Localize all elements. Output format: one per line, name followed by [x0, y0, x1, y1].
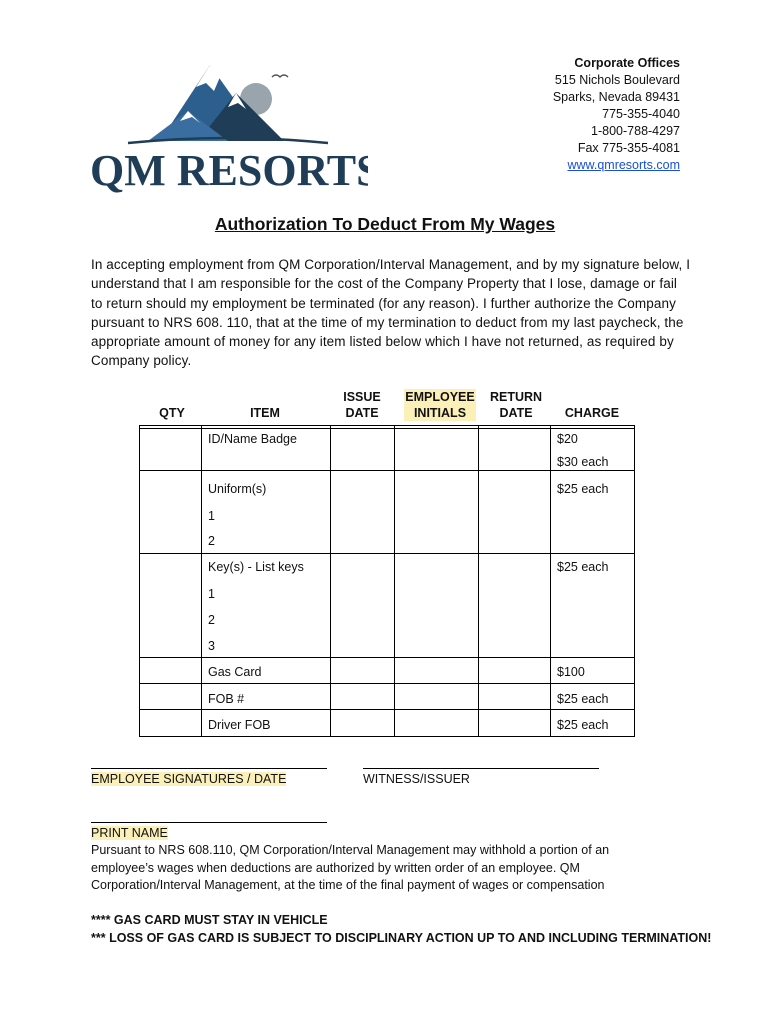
item-key-2: 2	[208, 613, 215, 627]
intro-paragraph: In accepting employment from QM Corporation/Interval Management, and by my signature below, I understand that I am responsible for the cost of the Company Property that I lose, damage or fail to return should my employment be terminated (for any reason). I further authorize the Company pursuant to NRS 608. 110, that at the time of my termination to deduct from my last paycheck, the appropriate amount of money for any item listed below which I have not returned, as required by Company policy.	[91, 257, 691, 369]
website-link[interactable]: www.qmresorts.com	[567, 158, 680, 172]
employee-signature-line[interactable]	[91, 768, 327, 769]
witness-label: WITNESS/ISSUER	[363, 772, 470, 786]
charge-gas-card: $100	[557, 665, 585, 679]
header-return-date: RETURN DATE	[489, 390, 543, 420]
header-issue-date: ISSUE DATE	[343, 390, 381, 420]
company-logo	[88, 55, 368, 195]
fax-number: Fax 775-355-4081	[577, 141, 680, 155]
charge-id-badge-extra: $30 each	[557, 455, 609, 469]
document-title: Authorization To Deduct From My Wages	[214, 214, 556, 234]
phone-tollfree: 1-800-788-4297	[591, 124, 680, 138]
item-driver-fob: Driver FOB	[208, 718, 271, 732]
warning-gas-card-loss: *** LOSS OF GAS CARD IS SUBJECT TO DISCIPLINARY ACTION UP TO AND INCLUDING TERMINATION!	[91, 931, 712, 945]
item-key-3: 3	[208, 639, 215, 653]
header-employee-initials: EMPLOYEE INITIALS	[405, 390, 475, 420]
charge-id-badge: $20	[557, 432, 578, 446]
phone-primary: 775-355-4040	[602, 107, 680, 121]
charge-keys: $25 each	[557, 560, 609, 574]
print-name-label: PRINT NAME	[91, 826, 168, 840]
charge-fob: $25 each	[557, 692, 609, 706]
item-uniform-2: 2	[208, 534, 215, 548]
item-uniforms: Uniform(s)	[208, 482, 267, 496]
witness-signature-line[interactable]	[363, 768, 599, 769]
header-item: ITEM	[250, 406, 280, 420]
address-line1: 515 Nichols Boulevard	[554, 73, 680, 87]
deduction-table	[139, 425, 635, 737]
charge-uniforms: $25 each	[557, 482, 609, 496]
header-qty: QTY	[159, 406, 185, 420]
office-title: Corporate Offices	[574, 56, 680, 70]
employee-signature-label: EMPLOYEE SIGNATURES / DATE	[91, 772, 287, 786]
header-charge: CHARGE	[564, 406, 620, 420]
item-fob: FOB #	[208, 692, 245, 706]
print-name-line[interactable]	[91, 822, 327, 823]
item-keys: Key(s) - List keys	[208, 560, 304, 574]
charge-driver-fob: $25 each	[557, 718, 609, 732]
warning-gas-card-vehicle: **** GAS CARD MUST STAY IN VEHICLE	[91, 913, 328, 927]
svg-text:QM RESORTS: QM RESORTS	[90, 146, 368, 195]
item-key-1: 1	[208, 587, 215, 601]
item-uniform-1: 1	[208, 509, 215, 523]
item-id-badge: ID/Name Badge	[208, 432, 297, 446]
pursuant-paragraph: Pursuant to NRS 608.110, QM Corporation/Interval Management may withhold a portion of an employee’s wages when deductions are authorized by written order of an employee. QM Corporation/Interval Management, at the time of the final payment of wages or compensation	[91, 843, 610, 892]
corporate-address	[553, 55, 680, 174]
address-line2: Sparks, Nevada 89431	[552, 90, 680, 104]
mountain-logo-icon	[88, 55, 368, 195]
item-gas-card: Gas Card	[208, 665, 262, 679]
